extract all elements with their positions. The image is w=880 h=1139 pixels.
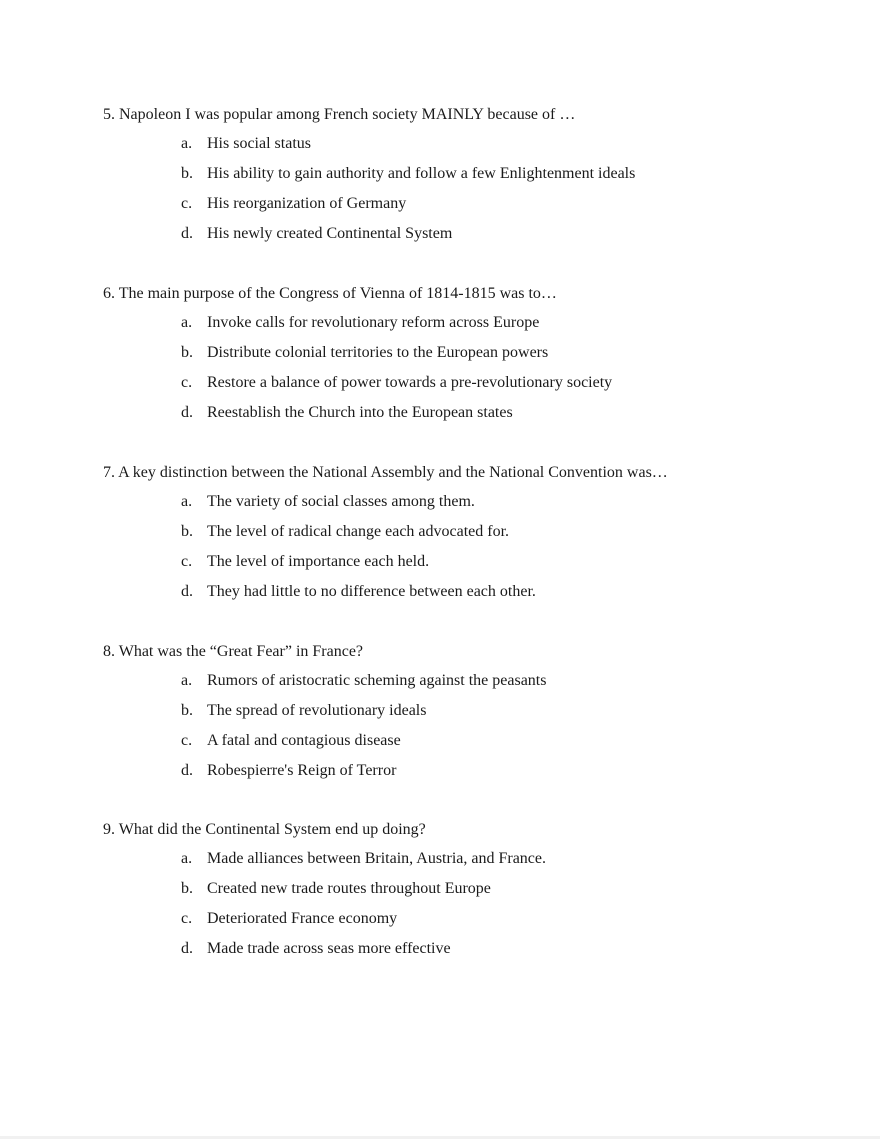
answer-choice-b (103, 159, 803, 189)
question-text: 6. The main purpose of the Congress of Vienna of 1814-1815 was to… (103, 285, 557, 302)
choice-text: His social status (207, 135, 311, 152)
question-text: 9. What did the Continental System end up doing? (103, 821, 426, 838)
choice-letter: a. (181, 493, 193, 510)
choice-letter: c. (181, 553, 193, 570)
choice-text: Made trade across seas more effective (207, 940, 451, 957)
choice-text: The level of radical change each advocated for. (207, 523, 510, 540)
choice-letter: b. (181, 165, 193, 182)
choice-text: Restore a balance of power towards a pre-revolutionary society (207, 374, 613, 391)
answer-choice-c (103, 368, 803, 398)
choice-letter: a. (181, 850, 193, 867)
answer-choice-b (103, 338, 803, 368)
answer-choices (103, 308, 803, 428)
choice-text: His newly created Continental System (207, 225, 453, 242)
question-9 (103, 815, 803, 964)
choice-text: Distribute colonial territories to the European powers (207, 344, 549, 361)
choice-text: His reorganization of Germany (207, 195, 407, 212)
choice-text: They had little to no difference between each other. (207, 583, 536, 600)
question-5 (103, 100, 803, 249)
choice-letter: c. (181, 910, 193, 927)
choice-letter: d. (181, 583, 193, 600)
choice-text: The spread of revolutionary ideals (207, 702, 427, 719)
answer-choice-a (103, 666, 803, 696)
choice-text: A fatal and contagious disease (207, 732, 401, 749)
choice-letter: a. (181, 135, 193, 152)
answer-choice-d (103, 577, 803, 607)
choice-text: Reestablish the Church into the European states (207, 404, 513, 421)
choice-text: The variety of social classes among them. (207, 493, 475, 510)
choice-letter: b. (181, 880, 193, 897)
choice-text: Robespierre's Reign of Terror (207, 762, 397, 779)
answer-choice-c (103, 904, 803, 934)
answer-choice-d (103, 219, 803, 249)
answer-choice-d (103, 756, 803, 786)
answer-choice-c (103, 189, 803, 219)
question-8 (103, 637, 803, 786)
choice-letter: a. (181, 672, 193, 689)
answer-choices (103, 844, 803, 964)
choice-text: The level of importance each held. (207, 553, 430, 570)
choice-text: Created new trade routes throughout Europe (207, 880, 491, 897)
question-text: 5. Napoleon I was popular among French society MAINLY because of … (103, 106, 576, 123)
question-7 (103, 458, 803, 607)
choice-text: Invoke calls for revolutionary reform across Europe (207, 314, 540, 331)
answer-choices (103, 129, 803, 249)
answer-choices (103, 487, 803, 607)
answer-choice-d (103, 398, 803, 428)
choice-letter: c. (181, 374, 193, 391)
answer-choice-c (103, 726, 803, 756)
choice-letter: d. (181, 762, 193, 779)
choice-letter: a. (181, 314, 193, 331)
question-text: 8. What was the “Great Fear” in France? (103, 643, 364, 660)
question-list (103, 100, 803, 994)
answer-choice-d (103, 934, 803, 964)
answer-choice-b (103, 696, 803, 726)
choice-text: Deteriorated France economy (207, 910, 398, 927)
question-6 (103, 279, 803, 428)
choice-letter: b. (181, 702, 193, 719)
answer-choices (103, 666, 803, 786)
choice-letter: d. (181, 940, 193, 957)
answer-choice-b (103, 517, 803, 547)
choice-letter: d. (181, 404, 193, 421)
choice-text: His ability to gain authority and follow a few Enlightenment ideals (207, 165, 636, 182)
choice-letter: d. (181, 225, 193, 242)
choice-letter: c. (181, 195, 193, 212)
choice-letter: b. (181, 523, 193, 540)
answer-choice-a (103, 129, 803, 159)
question-text: 7. A key distinction between the National Assembly and the National Convention was… (103, 464, 668, 481)
choice-letter: c. (181, 732, 193, 749)
choice-letter: b. (181, 344, 193, 361)
answer-choice-a (103, 487, 803, 517)
choice-text: Rumors of aristocratic scheming against the peasants (207, 672, 547, 689)
answer-choice-a (103, 844, 803, 874)
choice-text: Made alliances between Britain, Austria, and France. (207, 850, 546, 867)
answer-choice-b (103, 874, 803, 904)
answer-choice-a (103, 308, 803, 338)
answer-choice-c (103, 547, 803, 577)
